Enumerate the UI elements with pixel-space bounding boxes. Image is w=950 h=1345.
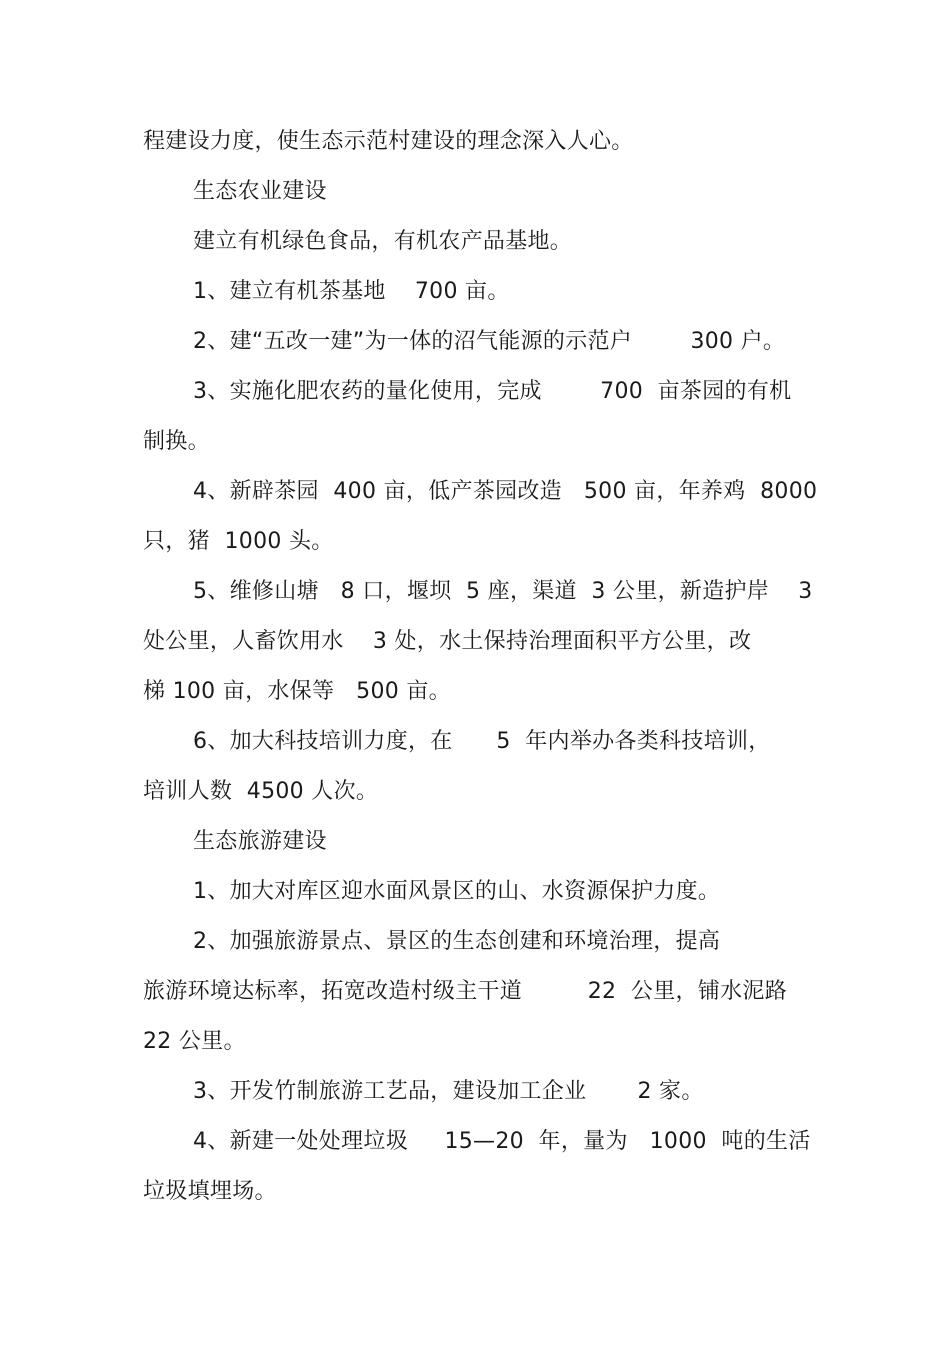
text-line: 建立有机绿色食品，有机农产品基地。 bbox=[193, 229, 573, 254]
list-item: 3、开发竹制旅游工艺品，建设加工企业 2 家。 bbox=[193, 1079, 704, 1104]
list-item: 4、新建一处处理垃圾 15—20 年，量为 1000 吨的生活 bbox=[193, 1129, 811, 1154]
list-item: 3、实施化肥农药的量化使用，完成 700 亩茶园的有机 bbox=[193, 379, 792, 404]
list-item: 1、建立有机茶基地 700 亩。 bbox=[193, 279, 510, 304]
section-heading: 生态农业建设 bbox=[193, 179, 327, 204]
text-line: 程建设力度，使生态示范村建设的理念深入人心。 bbox=[143, 129, 634, 154]
text-line: 22 公里。 bbox=[143, 1029, 246, 1054]
list-item: 4、新辟茶园 400 亩，低产茶园改造 500 亩，年养鸡 8000 bbox=[193, 479, 818, 504]
text-line: 培训人数 4500 人次。 bbox=[143, 779, 379, 804]
list-item: 1、加大对库区迎水面风景区的山、水资源保护力度。 bbox=[193, 879, 721, 904]
list-item: 5、维修山塘 8 口，堰坝 5 座，渠道 3 公里，新造护岸 3 bbox=[193, 579, 813, 604]
text-line: 处公里，人畜饮用水 3 处，水土保持治理面积平方公里，改 bbox=[143, 629, 752, 654]
text-line: 梯 100 亩，水保等 500 亩。 bbox=[143, 679, 451, 704]
section-heading: 生态旅游建设 bbox=[193, 829, 327, 854]
text-line: 垃圾填埋场。 bbox=[143, 1179, 277, 1204]
list-item: 2、建“五改一建”为一体的沼气能源的示范户 300 户。 bbox=[193, 329, 786, 354]
text-line: 只，猪 1000 头。 bbox=[143, 529, 334, 554]
list-item: 6、加大科技培训力度，在 5 年内举办各类科技培训， bbox=[193, 729, 771, 754]
text-line: 旅游环境达标率，拓宽改造村级主干道 22 公里，铺水泥路 bbox=[143, 979, 788, 1004]
list-item: 2、加强旅游景点、景区的生态创建和环境治理，提高 bbox=[193, 929, 721, 954]
text-line: 制换。 bbox=[143, 429, 210, 454]
